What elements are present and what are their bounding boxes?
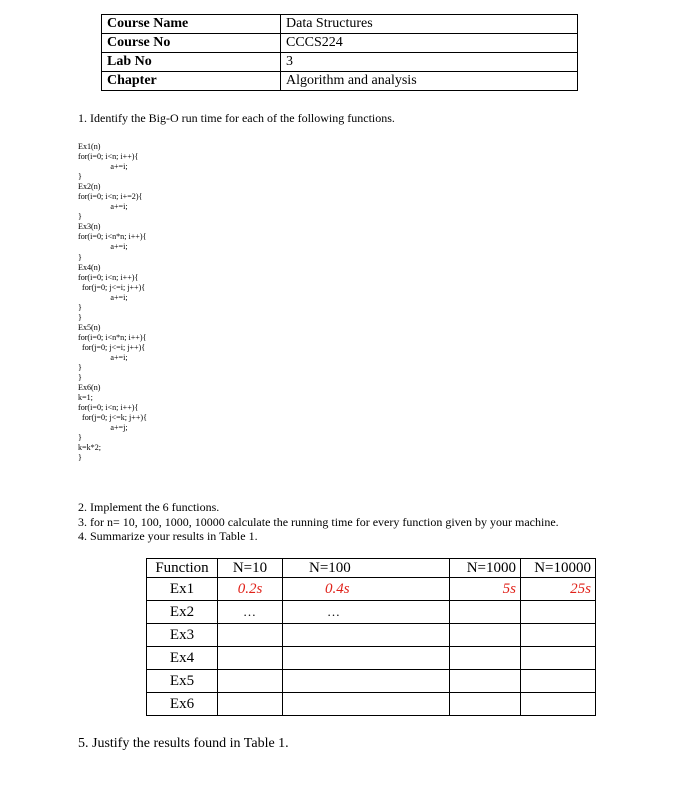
- cell-n10000: [521, 624, 596, 647]
- results-header-row: [147, 559, 596, 578]
- chapter-label: Chapter: [102, 72, 281, 91]
- cell-n10: [218, 670, 283, 693]
- cell-n10000: [521, 601, 596, 624]
- cell-n100: [283, 624, 450, 647]
- row-function-name: Ex1: [147, 578, 218, 601]
- cell-n1000: [450, 647, 521, 670]
- cell-n100: [283, 670, 450, 693]
- results-table: [146, 558, 596, 716]
- header-n10: N=10: [218, 559, 283, 578]
- lab-no-value: 3: [281, 53, 578, 72]
- header-n100-text: N=100: [309, 559, 351, 576]
- questions-2-4: [78, 500, 559, 544]
- cell-n100-text: 0.4s: [325, 580, 350, 597]
- lab-no-row: [102, 53, 578, 72]
- cell-n10000: 25s: [521, 578, 596, 601]
- cell-n10: [218, 624, 283, 647]
- course-no-label: Course No: [102, 34, 281, 53]
- cell-n100: [283, 601, 450, 624]
- cell-n100: [283, 578, 450, 601]
- course-no-row: [102, 34, 578, 53]
- cell-n10000: [521, 693, 596, 716]
- question-4: 4. Summarize your results in Table 1.: [78, 529, 258, 543]
- header-function: Function: [147, 559, 218, 578]
- row-function-name: Ex2: [147, 601, 218, 624]
- cell-n1000: [450, 624, 521, 647]
- row-function-name: Ex4: [147, 647, 218, 670]
- chapter-row: [102, 72, 578, 91]
- cell-n1000: [450, 670, 521, 693]
- header-n1000: N=1000: [450, 559, 521, 578]
- table-row: [147, 693, 596, 716]
- cell-n10: [218, 647, 283, 670]
- course-no-value: CCCS224: [281, 34, 578, 53]
- question-3: 3. for n= 10, 100, 1000, 10000 calculate the running time for every function given by your machine.: [78, 514, 559, 529]
- course-name-label: Course Name: [102, 15, 281, 34]
- header-n100: [283, 559, 450, 578]
- cell-n100: [283, 693, 450, 716]
- table-row: [147, 578, 596, 601]
- cell-n10000: [521, 670, 596, 693]
- cell-n1000: 5s: [450, 578, 521, 601]
- cell-n100-text: …: [327, 604, 341, 619]
- chapter-value: Algorithm and analysis: [281, 72, 578, 91]
- table-row: [147, 601, 596, 624]
- table-row: [147, 670, 596, 693]
- row-function-name: Ex6: [147, 693, 218, 716]
- lab-no-label: Lab No: [102, 53, 281, 72]
- header-n10000: N=10000: [521, 559, 596, 578]
- cell-n10: 0.2s: [218, 578, 283, 601]
- question-2: 2. Implement the 6 functions.: [78, 500, 220, 514]
- question-1: 1. Identify the Big-O run time for each of the following functions.: [78, 111, 395, 125]
- course-name-row: [102, 15, 578, 34]
- cell-n10: …: [218, 601, 283, 624]
- table-row: [147, 647, 596, 670]
- row-function-name: Ex3: [147, 624, 218, 647]
- question-5: 5. Justify the results found in Table 1.: [78, 736, 289, 751]
- cell-n1000: [450, 693, 521, 716]
- course-name-value: Data Structures: [281, 15, 578, 34]
- row-function-name: Ex5: [147, 670, 218, 693]
- table-row: [147, 624, 596, 647]
- cell-n10000: [521, 647, 596, 670]
- course-info-table: [101, 14, 578, 91]
- cell-n100: [283, 647, 450, 670]
- code-listing: Ex1(n) for(i=0; i<n; i++){ a+=i; } Ex2(n) for(i=0; i<n; i+=2){ a+=i; } Ex3(n) for(i=0; i<n*n; i++){ a+=i; } Ex4(n) for(i=0; i<n; i++){ for(j=0; j<=i; j++){ a+=i; } } Ex5(n) for(i=0; i<n*n; i++){ for(j=0; j<=i; j++){ a+=i; } } Ex6(n) k=1; for(i=0; i<n; i++){ for(j=0; j<=k; j++){ a+=j; } k=k*2; }: [78, 142, 147, 463]
- cell-n10: [218, 693, 283, 716]
